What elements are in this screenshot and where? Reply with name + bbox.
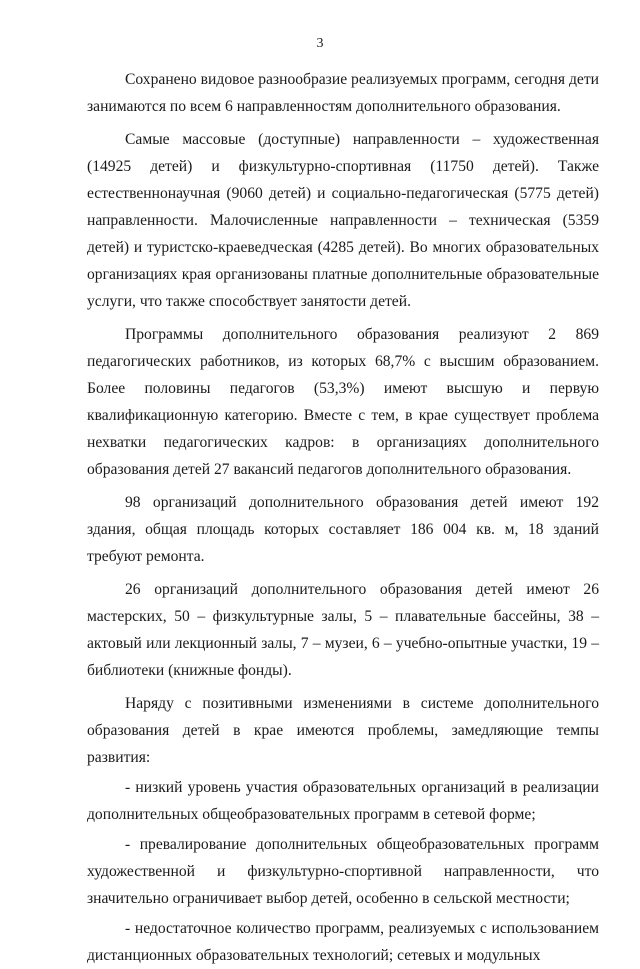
list-item-network-form: - низкий уровень участия образовательных организаций в реализации дополнительных общеобразовательных программ в сетевой форме; [87, 779, 599, 823]
paragraph-teaching-staff: Программы дополнительного образования реализуют 2 869 педагогических работников, из которых 68,7% с высшим образованием. Более половины педагогов (53,3%) имеют высшую и первую квалификационную категорию. Вместе с тем, в крае существует проблема нехватки педагогических кадров: в организациях дополнительного образования детей 27 вакансий педагогов дополнительного образования. [87, 326, 599, 478]
paragraph-buildings: 98 организаций дополнительного образования детей имеют 192 здания, общая площадь которых составляет 186 004 кв. м, 18 зданий требуют ремонта. [87, 494, 599, 565]
paragraph-facilities: 26 организаций дополнительного образования детей имеют 26 мастерских, 50 – физкультурные залы, 5 – плавательные бассейны, 38 – актовый или лекционный залы, 7 – музеи, 6 – учебно-опытные участки, 19 – библиотеки (книжные фонды). [87, 581, 599, 679]
body-text [87, 66, 599, 969]
paragraph-problems-intro: Наряду с позитивными изменениями в системе дополнительного образования детей в крае имеются проблемы, замедляющие темпы развития: [87, 695, 599, 766]
paragraph-program-diversity: Сохранено видовое разнообразие реализуемых программ, сегодня дети занимаются по всем 6 направленностям дополнительного образования. [87, 71, 599, 115]
page-number: 3 [316, 36, 324, 51]
paragraph-popular-directions: Самые массовые (доступные) направленности – художественная (14925 детей) и физкультурно-спортивная (11750 детей). Также естественнонаучная (9060 детей) и социально-педагогическая (5775 детей) направленности. Малочисленные направленности – техническая (5359 детей) и туристско-краеведческая (4285 детей). Во многих образовательных организациях края организованы платные дополнительные образовательные услуги, что также способствует занятости детей. [87, 131, 599, 310]
list-item-prevalence: - превалирование дополнительных общеобразовательных программ художественной и физкультурно-спортивной направленности, что значительно ограничивает выбор детей, особенно в сельской местности; [87, 836, 599, 907]
list-item-distance-programs: - недостаточное количество программ, реализуемых с использованием дистанционных образовательных технологий; сетевых и модульных [87, 920, 599, 964]
